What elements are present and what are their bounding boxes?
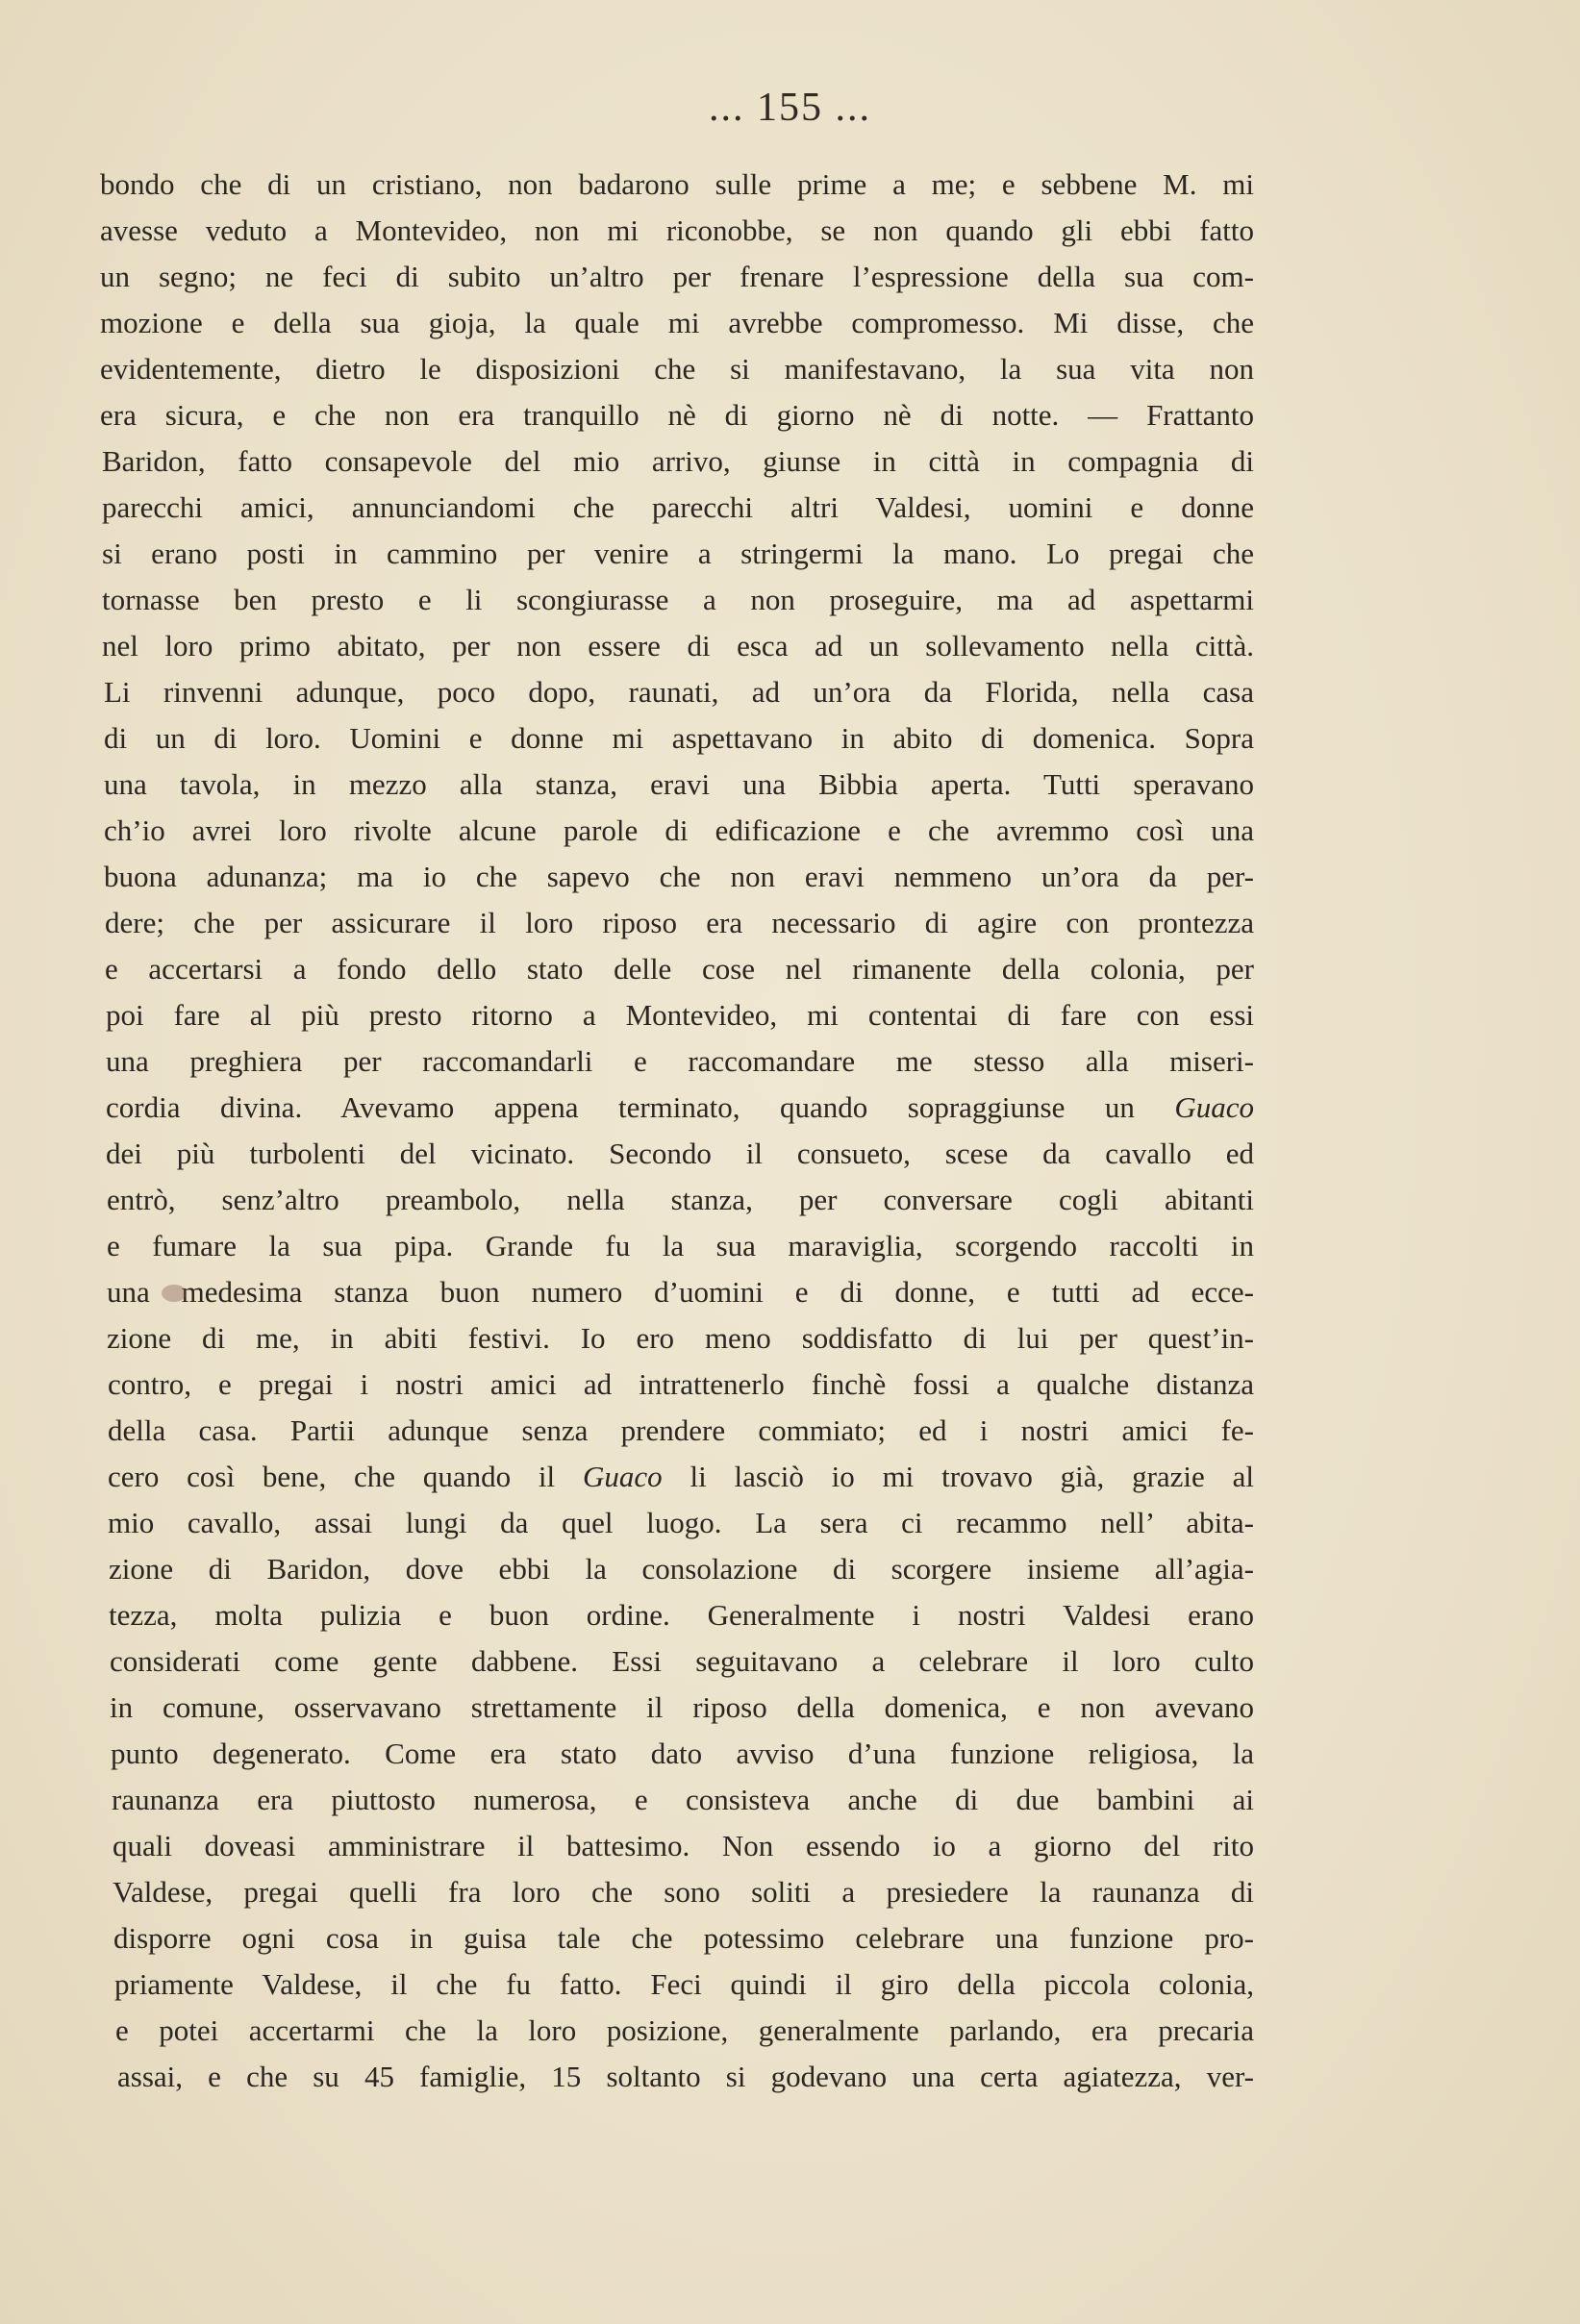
text-line: Valdese, pregai quelli fra loro che sono soliti a presiedere la raunanza di [113, 1875, 1254, 1909]
text-line: della casa. Partii adunque senza prendere commiato; ed i nostri amici fe- [108, 1413, 1254, 1447]
text-line: tornasse ben presto e li scongiurasse a non proseguire, ma ad aspettarmi [102, 583, 1254, 616]
text-line: poi fare al più presto ritorno a Montevideo, mi contentai di fare con essi [106, 998, 1254, 1032]
ink-smudge [162, 1285, 187, 1302]
text-line: un segno; ne feci di subito un’altro per frenare l’espressione della sua com- [100, 260, 1254, 293]
italic-word: Guaco [1174, 1090, 1254, 1124]
text-line: Baridon, fatto consapevole del mio arrivo, giunse in città in compagnia di [102, 444, 1254, 478]
text-line: si erano posti in cammino per venire a stringermi la mano. Lo pregai che [102, 537, 1254, 570]
text-line: contro, e pregai i nostri amici ad intrattenerlo finchè fossi a qualche distanza [108, 1367, 1254, 1401]
text-line: e fumare la sua pipa. Grande fu la sua maraviglia, scorgendo raccolti in [107, 1229, 1254, 1262]
text-line: e potei accertarmi che la loro posizione, generalmente parlando, era precaria [115, 2013, 1254, 2047]
text-line: considerati come gente dabbene. Essi seguitavano a celebrare il loro culto [110, 1644, 1254, 1678]
text-line: in comune, osservavano strettamente il riposo della domenica, e non avevano [110, 1690, 1254, 1724]
text-line: bondo che di un cristiano, non badarono sulle prime a me; e sebbene M. mi [100, 167, 1254, 201]
text-line: e accertarsi a fondo dello stato delle cose nel rimanente della colonia, per [105, 952, 1254, 986]
text-line: zione di Baridon, dove ebbi la consolazione di scorgere insieme all’agia- [109, 1552, 1254, 1586]
text-line: dei più turbolenti del vicinato. Secondo il consueto, scese da cavallo ed [106, 1137, 1254, 1170]
page-number: ... 155 ... [709, 86, 871, 130]
text-line: parecchi amici, annunciandomi che parecchi altri Valdesi, uomini e donne [102, 490, 1254, 524]
italic-word: Guaco [582, 1460, 663, 1493]
text-line: dere; che per assicurare il loro riposo era necessario di agire con prontezza [105, 906, 1254, 939]
text-line: cordia divina. Avevamo appena terminato, quando sopraggiunse un Guaco [106, 1090, 1254, 1124]
text-line: Li rinvenni adunque, poco dopo, raunati, ad un’ora da Florida, nella casa [104, 675, 1254, 709]
text-line: assai, e che su 45 famiglie, 15 soltanto si godevano una certa agiatezza, ver- [117, 2060, 1254, 2093]
text-line: priamente Valdese, il che fu fatto. Feci quindi il giro della piccola colonia, [114, 1967, 1254, 2001]
text-line: cero così bene, che quando il Guaco li lasciò io mi trovavo già, grazie al [108, 1460, 1254, 1493]
text-line: tezza, molta pulizia e buon ordine. Generalmente i nostri Valdesi erano [109, 1598, 1254, 1632]
text-line: raunanza era piuttosto numerosa, e consisteva anche di due bambini ai [112, 1783, 1254, 1816]
text-line: quali doveasi amministrare il battesimo. Non essendo io a giorno del rito [113, 1829, 1254, 1862]
text-line: di un di loro. Uomini e donne mi aspettavano in abito di domenica. Sopra [104, 721, 1254, 755]
text-line: nel loro primo abitato, per non essere di esca ad un sollevamento nella città. [102, 629, 1254, 662]
text-line: mio cavallo, assai lungi da quel luogo. La sera ci recammo nell’ abita- [108, 1506, 1254, 1539]
text-line: ch’io avrei loro rivolte alcune parole di edificazione e che avremmo così una [104, 813, 1254, 847]
text-line: entrò, senz’altro preambolo, nella stanza, per conversare cogli abitanti [107, 1183, 1254, 1216]
text-line: una preghiera per raccomandarli e raccomandare me stesso alla miseri- [106, 1044, 1254, 1078]
text-line: avesse veduto a Montevideo, non mi riconobbe, se non quando gli ebbi fatto [100, 213, 1254, 247]
text-line: disporre ogni cosa in guisa tale che potessimo celebrare una funzione pro- [113, 1921, 1254, 1955]
text-line: punto degenerato. Come era stato dato avviso d’una funzione religiosa, la [111, 1737, 1254, 1770]
text-line: una medesima stanza buon numero d’uomini e di donne, e tutti ad ecce- [107, 1275, 1254, 1309]
body-text [100, 162, 1254, 2100]
text-line: era sicura, e che non era tranquillo nè di giorno nè di notte. — Frattanto [100, 398, 1254, 432]
text-line: una tavola, in mezzo alla stanza, eravi una Bibbia aperta. Tutti speravano [104, 767, 1254, 801]
text-line: evidentemente, dietro le disposizioni che si manifestavano, la sua vita non [100, 352, 1254, 386]
text-line: buona adunanza; ma io che sapevo che non eravi nemmeno un’ora da per- [104, 860, 1254, 893]
text-line: mozione e della sua gioja, la quale mi avrebbe compromesso. Mi disse, che [100, 306, 1254, 339]
text-line: zione di me, in abiti festivi. Io ero meno soddisfatto di lui per quest’in- [107, 1321, 1254, 1355]
